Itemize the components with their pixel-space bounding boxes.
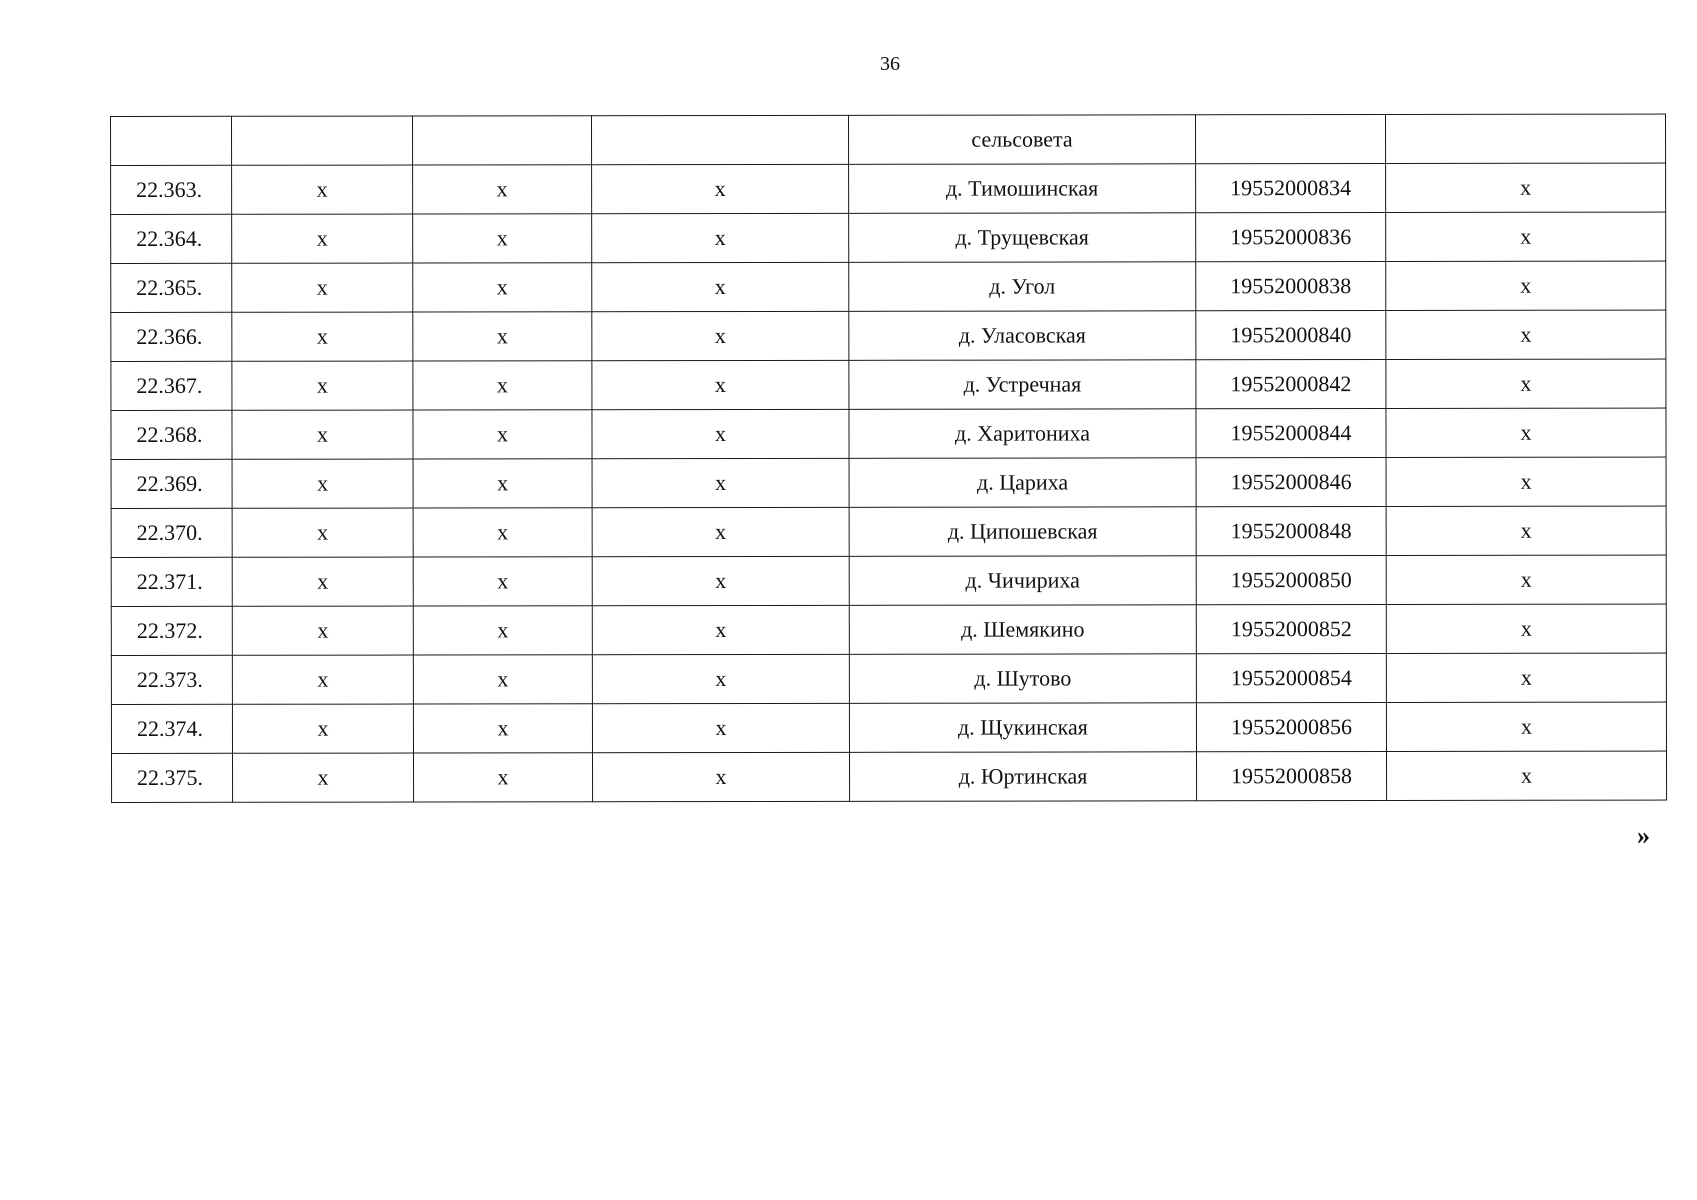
page-number: 36 xyxy=(880,53,900,75)
table-row xyxy=(111,457,1666,508)
settlement-name-cell: д. Шемякино xyxy=(849,605,1196,655)
x-cell: х xyxy=(1386,310,1666,359)
oktmo-code-cell: 19552000852 xyxy=(1196,604,1386,653)
continuation-row xyxy=(111,114,1666,165)
x-cell: х xyxy=(413,312,592,361)
oktmo-code-cell: 19552000846 xyxy=(1196,457,1386,506)
oktmo-code-cell: 19552000838 xyxy=(1196,261,1386,310)
row-number-cell: 22.370. xyxy=(111,508,232,557)
table-row xyxy=(111,359,1666,410)
x-cell: х xyxy=(232,459,413,508)
oktmo-code-cell: 19552000850 xyxy=(1196,555,1386,604)
oktmo-code-cell: 19552000848 xyxy=(1196,506,1386,555)
table-row xyxy=(111,212,1666,263)
table-row xyxy=(111,506,1666,557)
x-cell: х xyxy=(232,606,413,655)
x-cell: х xyxy=(232,557,413,606)
x-cell: х xyxy=(232,165,413,214)
x-cell: х xyxy=(232,704,413,753)
table-cell xyxy=(111,116,232,165)
row-number-cell: 22.366. xyxy=(111,312,232,361)
settlement-name-cell: д. Чичириха xyxy=(849,556,1196,606)
oktmo-code-cell: 19552000856 xyxy=(1196,702,1386,751)
settlements-table-wrap xyxy=(110,114,1667,803)
settlement-name-cell: д. Шутово xyxy=(849,654,1196,704)
closing-quote: » xyxy=(1637,821,1650,850)
x-cell: х xyxy=(1386,408,1666,457)
settlement-name-cell: д. Юртинская xyxy=(850,752,1197,802)
oktmo-code-cell: 19552000836 xyxy=(1196,212,1386,261)
x-cell: х xyxy=(414,753,593,802)
x-cell: х xyxy=(413,704,592,753)
x-cell: х xyxy=(592,262,849,311)
table-cell xyxy=(413,116,592,165)
settlement-name-cell: д. Тимошинская xyxy=(849,164,1196,214)
x-cell: х xyxy=(1386,212,1666,261)
x-cell: х xyxy=(1386,751,1666,800)
settlements-table xyxy=(110,114,1667,803)
settlement-name-cell: д. Трущевская xyxy=(849,213,1196,263)
x-cell: х xyxy=(413,263,592,312)
x-cell: х xyxy=(1386,506,1666,555)
x-cell: х xyxy=(413,606,592,655)
table-cell xyxy=(232,116,413,165)
row-number-cell: 22.373. xyxy=(111,655,232,704)
x-cell: х xyxy=(1386,653,1666,702)
x-cell: х xyxy=(232,410,413,459)
settlement-name-cell: д. Угол xyxy=(849,262,1196,312)
settlement-name-cell: д. Ципошевская xyxy=(849,507,1196,557)
row-number-cell: 22.364. xyxy=(111,214,232,263)
x-cell: х xyxy=(1386,359,1666,408)
x-cell: х xyxy=(413,361,592,410)
x-cell: х xyxy=(413,557,592,606)
x-cell: х xyxy=(593,752,850,801)
table-cell xyxy=(1195,114,1385,163)
table-row xyxy=(111,653,1666,704)
table-row xyxy=(111,555,1666,606)
x-cell: х xyxy=(413,508,592,557)
x-cell: х xyxy=(592,703,849,752)
x-cell: х xyxy=(232,361,413,410)
table-row xyxy=(111,261,1666,312)
oktmo-code-cell: 19552000840 xyxy=(1196,310,1386,359)
x-cell: х xyxy=(232,655,413,704)
row-number-cell: 22.365. xyxy=(111,263,232,312)
row-number-cell: 22.374. xyxy=(111,704,232,753)
table-row xyxy=(111,604,1666,655)
x-cell: х xyxy=(592,409,849,458)
settlement-name-cell: д. Щукинская xyxy=(849,703,1196,753)
row-number-cell: 22.375. xyxy=(112,753,233,802)
table-row xyxy=(111,702,1666,753)
row-number-cell: 22.368. xyxy=(111,410,232,459)
x-cell: х xyxy=(413,459,592,508)
table-body xyxy=(111,114,1667,802)
x-cell: х xyxy=(592,654,849,703)
x-cell: х xyxy=(232,508,413,557)
x-cell: х xyxy=(592,164,849,213)
x-cell: х xyxy=(232,214,413,263)
x-cell: х xyxy=(592,556,849,605)
table-row xyxy=(111,163,1666,214)
oktmo-code-cell: 19552000854 xyxy=(1196,653,1386,702)
x-cell: х xyxy=(1386,163,1666,212)
x-cell: х xyxy=(413,214,592,263)
oktmo-code-cell: 19552000834 xyxy=(1196,163,1386,212)
x-cell: х xyxy=(1386,702,1666,751)
x-cell: х xyxy=(1386,261,1666,310)
x-cell: х xyxy=(413,165,592,214)
x-cell: х xyxy=(592,360,849,409)
x-cell: х xyxy=(413,410,592,459)
x-cell: х xyxy=(1386,604,1666,653)
table-cell: сельсовета xyxy=(848,115,1195,165)
x-cell: х xyxy=(592,507,849,556)
oktmo-code-cell: 19552000842 xyxy=(1196,359,1386,408)
x-cell: х xyxy=(413,655,592,704)
table-row xyxy=(112,751,1667,802)
x-cell: х xyxy=(232,312,413,361)
row-number-cell: 22.372. xyxy=(111,606,232,655)
table-row xyxy=(111,310,1666,361)
row-number-cell: 22.369. xyxy=(111,459,232,508)
settlement-name-cell: д. Цариха xyxy=(849,458,1196,508)
settlement-name-cell: д. Уласовская xyxy=(849,311,1196,361)
table-cell xyxy=(592,115,849,164)
row-number-cell: 22.367. xyxy=(111,361,232,410)
row-number-cell: 22.371. xyxy=(111,557,232,606)
x-cell: х xyxy=(232,263,413,312)
settlement-name-cell: д. Устречная xyxy=(849,360,1196,410)
row-number-cell: 22.363. xyxy=(111,165,232,214)
x-cell: х xyxy=(1386,457,1666,506)
oktmo-code-cell: 19552000844 xyxy=(1196,408,1386,457)
x-cell: х xyxy=(233,753,414,802)
x-cell: х xyxy=(592,458,849,507)
table-cell xyxy=(1385,114,1665,163)
x-cell: х xyxy=(592,213,849,262)
x-cell: х xyxy=(1386,555,1666,604)
oktmo-code-cell: 19552000858 xyxy=(1197,751,1387,800)
table-row xyxy=(111,408,1666,459)
settlement-name-cell: д. Харитониха xyxy=(849,409,1196,459)
x-cell: х xyxy=(592,605,849,654)
x-cell: х xyxy=(592,311,849,360)
